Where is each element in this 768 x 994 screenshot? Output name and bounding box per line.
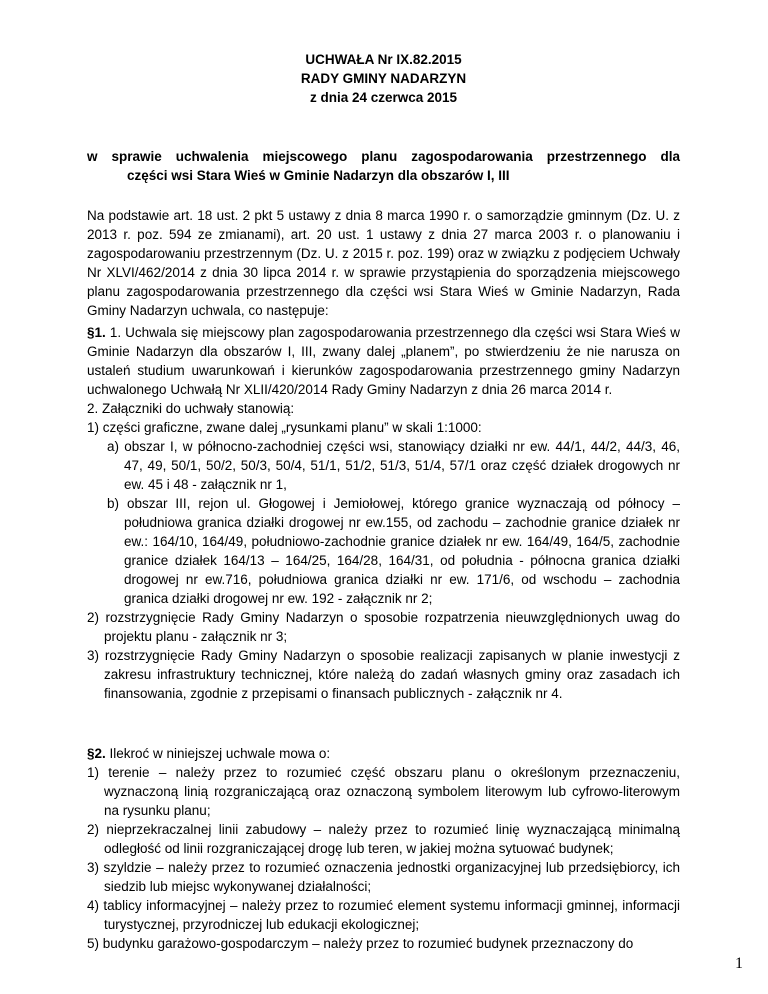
- section-1-item-1: 1) części graficzne, zwane dalej „rysunkami planu” w skali 1:1000:: [87, 420, 482, 435]
- subject-line-1: w sprawie uchwalenia miejscowego planu zagospodarowania przestrzennego dla: [87, 149, 680, 164]
- definition-item: 3) szyldzie – należy przez to rozumieć oznaczenia jednostki organizacyjnej lub przedsiębiorcy, ich siedzib lub miejsc wykonywanej działalności;: [87, 860, 680, 894]
- section-1-item-1b: b) obszar III, rejon ul. Głogowej i Jemiołowej, którego granice wyznaczają od północy – południowa granica działki drogowej nr ew.155, od zachodu – zachodnie granice działek nr ew.: 164/10, 164/49, południowo-zachodnie granice działek nr ew. 164/49, 164/5, zachodnie granice działek 164/13 – 164/25, 164/28, 164/31, od południa - północna granica działki drogowej nr ew.716, południowa granica działki nr ew. 171/6, od wschodu – zachodnia granica działki drogowej nr ew. 192 - załącznik nr 2;: [107, 496, 680, 606]
- page-number: 1: [735, 955, 743, 972]
- section-1-paragraph-2: 2. Załączniki do uchwały stanowią:: [87, 401, 295, 416]
- section-1-item-2: 2) rozstrzygnięcie Rady Gminy Nadarzyn o sposobie rozpatrzenia nieuwzględnionych uwag do projektu planu - załącznik nr 3;: [87, 610, 680, 644]
- definition-item: 5) budynku garażowo-gospodarczym – należy przez to rozumieć budynek przeznaczony do: [87, 936, 634, 951]
- section-1: [87, 323, 680, 703]
- resolution-subject: [87, 147, 680, 185]
- section-1-paragraph-1: [87, 323, 680, 399]
- resolution-title: UCHWAŁA Nr IX.82.2015: [305, 52, 462, 67]
- section-2-intro: [87, 744, 680, 763]
- section-2-intro-text: Ilekroć w niniejszej uchwale mowa o:: [105, 746, 331, 761]
- section-1-label: §1.: [87, 325, 106, 340]
- section-2-label: §2.: [87, 746, 106, 761]
- section-1-item-1a: a) obszar I, w północno-zachodniej części wsi, stanowiący działki nr ew. 44/1, 44/2, 44/3, 46, 47, 49, 50/1, 50/2, 50/3, 50/4, 51/1, 51/2, 51/3, 51/4, 57/1 oraz część działek drogowych nr ew. 45 i 48 - załącznik nr 1,: [107, 439, 680, 492]
- section-1-text: 1. Uchwala się miejscowy plan zagospodarowania przestrzennego dla części wsi Stara Wieś w Gminie Nadarzyn dla obszarów I, III, zwany dalej „planem”, po stwierdzeniu że nie narusza on ustaleń studium uwarunkowań i kierunków zagospodarowania przestrzennego gminy Nadarzyn uchwalonego Uchwałą Nr XLII/420/2014 Rady Gminy Nadarzyn z dnia 26 marca 2014 r.: [87, 325, 680, 397]
- subject-line-2: części wsi Stara Wieś w Gminie Nadarzyn dla obszarów I, III: [127, 168, 510, 183]
- definition-item: 4) tablicy informacyjnej – należy przez to rozumieć element systemu informacji gminnej, informacji turystycznej, przyrodniczej lub edukacji ekologicznej;: [87, 898, 680, 932]
- section-1-item-3: 3) rozstrzygnięcie Rady Gminy Nadarzyn o sposobie realizacji zapisanych w planie inwestycji z zakresu infrastruktury technicznej, które należą do zadań własnych gminy oraz zasadach ich finansowania, zgodnie z przepisami o finansach publicznych - załącznik nr 4.: [87, 648, 680, 701]
- definition-item: 2) nieprzekraczalnej linii zabudowy – należy przez to rozumieć linię wyznaczającą minimalną odległość od linii rozgraniczającej drogę lub teren, w jakiej można sytuować budynek;: [87, 822, 680, 856]
- section-2: [87, 744, 680, 953]
- resolution-date: z dnia 24 czerwca 2015: [309, 90, 458, 105]
- definition-item: 1) terenie – należy przez to rozumieć część obszaru planu o określonym przeznaczeniu, wyznaczoną linią rozgraniczającą oraz oznaczoną symbolem literowym lub cyfrowo-literowym na rysunku planu;: [87, 765, 680, 818]
- preamble: Na podstawie art. 18 ust. 2 pkt 5 ustawy z dnia 8 marca 1990 r. o samorządzie gminnym (Dz. U. z 2013 r. poz. 594 ze zmianami), art. 20 ust. 1 ustawy z dnia 27 marca 2003 r. o planowaniu i zagospodarowaniu przestrzennym (Dz. U. z 2015 r. poz. 199) oraz w związku z podjęciem Uchwały Nr XLVI/462/2014 z dnia 30 lipca 2014 r. w sprawie przystąpienia do sporządzenia miejscowego planu zagospodarowania przestrzennego dla części wsi Stara Wieś w Gminie Nadarzyn, Rada Gminy Nadarzyn uchwala, co następuje:: [87, 208, 680, 318]
- resolution-issuer: RADY GMINY NADARZYN: [300, 71, 467, 86]
